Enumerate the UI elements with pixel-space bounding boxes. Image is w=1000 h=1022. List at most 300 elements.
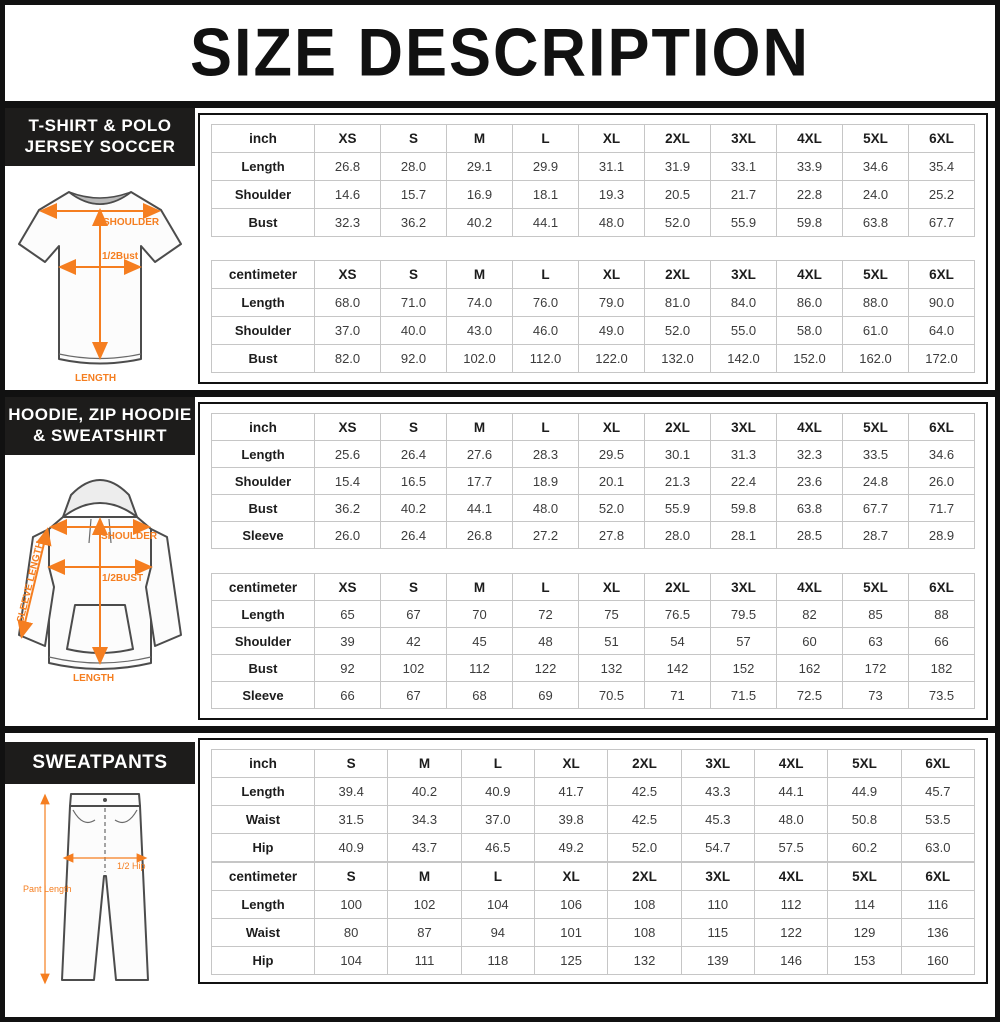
section-hoodie bbox=[5, 390, 995, 726]
measurement-value: 23.6 bbox=[777, 468, 843, 495]
hoodie-table-panel bbox=[198, 402, 988, 720]
measurement-label: Length bbox=[212, 891, 315, 919]
measurement-value: 88 bbox=[909, 601, 975, 628]
measurement-value: 70.5 bbox=[579, 682, 645, 709]
measurement-value: 20.5 bbox=[645, 181, 711, 209]
measurement-value: 102.0 bbox=[447, 345, 513, 373]
measurement-value: 63.0 bbox=[901, 834, 974, 862]
measurement-value: 139 bbox=[681, 947, 754, 975]
size-header-row bbox=[212, 574, 975, 601]
size-col-header: 5XL bbox=[828, 750, 901, 778]
measurement-value: 34.6 bbox=[909, 441, 975, 468]
measurement-value: 25.2 bbox=[909, 181, 975, 209]
measurement-label: Shoulder bbox=[212, 468, 315, 495]
size-col-header: S bbox=[315, 750, 388, 778]
measurement-value: 32.3 bbox=[777, 441, 843, 468]
size-col-header: XL bbox=[579, 125, 645, 153]
measurement-value: 42.5 bbox=[608, 806, 681, 834]
size-col-header: 4XL bbox=[777, 125, 843, 153]
measurement-value: 118 bbox=[461, 947, 534, 975]
measurement-value: 44.1 bbox=[513, 209, 579, 237]
size-col-header: 5XL bbox=[843, 414, 909, 441]
hoodie-label-line2: & SWEATSHIRT bbox=[32, 426, 168, 446]
measurement-value: 64.0 bbox=[909, 317, 975, 345]
measurement-value: 44.1 bbox=[754, 778, 827, 806]
measurement-row bbox=[212, 153, 975, 181]
measurement-value: 122 bbox=[513, 655, 579, 682]
measurement-value: 80 bbox=[315, 919, 388, 947]
measurement-value: 27.2 bbox=[513, 522, 579, 549]
measurement-value: 33.5 bbox=[843, 441, 909, 468]
size-col-header: 4XL bbox=[777, 414, 843, 441]
size-col-header: L bbox=[461, 750, 534, 778]
sweatpants-section-label bbox=[5, 742, 195, 784]
measurement-value: 84.0 bbox=[711, 289, 777, 317]
measurement-value: 34.6 bbox=[843, 153, 909, 181]
size-header-row bbox=[212, 125, 975, 153]
size-col-header: XS bbox=[315, 125, 381, 153]
size-col-header: 2XL bbox=[645, 261, 711, 289]
size-col-header: 2XL bbox=[645, 125, 711, 153]
measurement-value: 71.5 bbox=[711, 682, 777, 709]
hoodie-section-label bbox=[5, 397, 195, 455]
section-sweatpants bbox=[5, 726, 995, 990]
measurement-label: Hip bbox=[212, 947, 315, 975]
measurement-value: 34.3 bbox=[388, 806, 461, 834]
measurement-value: 44.1 bbox=[447, 495, 513, 522]
size-col-header: 3XL bbox=[711, 574, 777, 601]
measurement-value: 75 bbox=[579, 601, 645, 628]
measurement-value: 94 bbox=[461, 919, 534, 947]
unit-cell: inch bbox=[212, 750, 315, 778]
size-header-row bbox=[212, 261, 975, 289]
measurement-value: 70 bbox=[447, 601, 513, 628]
measurement-value: 114 bbox=[828, 891, 901, 919]
measurement-value: 18.9 bbox=[513, 468, 579, 495]
measurement-value: 90.0 bbox=[909, 289, 975, 317]
measurement-row bbox=[212, 601, 975, 628]
measurement-value: 65 bbox=[315, 601, 381, 628]
hoodie-panel-wrap bbox=[195, 397, 995, 726]
bust-annotation: 1/2Bust bbox=[102, 250, 139, 262]
measurement-row bbox=[212, 441, 975, 468]
measurement-value: 48.0 bbox=[579, 209, 645, 237]
size-col-header: S bbox=[315, 863, 388, 891]
size-col-header: 2XL bbox=[645, 414, 711, 441]
measurement-value: 26.8 bbox=[315, 153, 381, 181]
measurement-value: 28.5 bbox=[777, 522, 843, 549]
measurement-value: 116 bbox=[901, 891, 974, 919]
size-col-header: S bbox=[381, 261, 447, 289]
measurement-value: 29.9 bbox=[513, 153, 579, 181]
measurement-value: 74.0 bbox=[447, 289, 513, 317]
size-col-header: 4XL bbox=[754, 750, 827, 778]
tshirt-inch-table bbox=[211, 124, 975, 237]
tshirt-illustration bbox=[5, 166, 195, 391]
measurement-value: 52.0 bbox=[579, 495, 645, 522]
tshirt-sidebar bbox=[5, 108, 195, 390]
size-col-header: XS bbox=[315, 261, 381, 289]
measurement-row bbox=[212, 778, 975, 806]
measurement-value: 67 bbox=[381, 682, 447, 709]
measurement-value: 162.0 bbox=[843, 345, 909, 373]
measurement-value: 50.8 bbox=[828, 806, 901, 834]
hoodie-inch-table bbox=[211, 413, 975, 549]
measurement-value: 162 bbox=[777, 655, 843, 682]
measurement-value: 27.6 bbox=[447, 441, 513, 468]
measurement-label: Bust bbox=[212, 345, 315, 373]
measurement-value: 59.8 bbox=[711, 495, 777, 522]
measurement-value: 46.0 bbox=[513, 317, 579, 345]
measurement-value: 39.4 bbox=[315, 778, 388, 806]
measurement-value: 112.0 bbox=[513, 345, 579, 373]
measurement-value: 51 bbox=[579, 628, 645, 655]
measurement-row bbox=[212, 628, 975, 655]
size-col-header: 6XL bbox=[909, 414, 975, 441]
measurement-label: Length bbox=[212, 289, 315, 317]
measurement-value: 48.0 bbox=[513, 495, 579, 522]
measurement-value: 22.8 bbox=[777, 181, 843, 209]
measurement-value: 31.1 bbox=[579, 153, 645, 181]
measurement-value: 52.0 bbox=[608, 834, 681, 862]
measurement-value: 21.7 bbox=[711, 181, 777, 209]
measurement-label: Hip bbox=[212, 834, 315, 862]
measurement-value: 152 bbox=[711, 655, 777, 682]
measurement-row bbox=[212, 919, 975, 947]
sweatpants-sidebar bbox=[5, 733, 195, 990]
measurement-value: 45 bbox=[447, 628, 513, 655]
measurement-value: 104 bbox=[315, 947, 388, 975]
measurement-row bbox=[212, 181, 975, 209]
measurement-value: 31.9 bbox=[645, 153, 711, 181]
measurement-value: 29.1 bbox=[447, 153, 513, 181]
measurement-value: 20.1 bbox=[579, 468, 645, 495]
measurement-row bbox=[212, 806, 975, 834]
measurement-value: 79.0 bbox=[579, 289, 645, 317]
measurement-value: 76.0 bbox=[513, 289, 579, 317]
measurement-row bbox=[212, 682, 975, 709]
size-col-header: 6XL bbox=[909, 125, 975, 153]
measurement-value: 53.5 bbox=[901, 806, 974, 834]
size-col-header: 5XL bbox=[843, 125, 909, 153]
measurement-value: 19.3 bbox=[579, 181, 645, 209]
measurement-value: 46.5 bbox=[461, 834, 534, 862]
size-col-header: 4XL bbox=[754, 863, 827, 891]
measurement-row bbox=[212, 209, 975, 237]
measurement-value: 92.0 bbox=[381, 345, 447, 373]
measurement-value: 67.7 bbox=[909, 209, 975, 237]
pant-length-annotation: Pant Length bbox=[23, 883, 72, 894]
hoodie-hood bbox=[63, 480, 137, 517]
measurement-value: 182 bbox=[909, 655, 975, 682]
measurement-value: 73 bbox=[843, 682, 909, 709]
size-col-header: 3XL bbox=[681, 750, 754, 778]
measurement-value: 129 bbox=[828, 919, 901, 947]
measurement-value: 79.5 bbox=[711, 601, 777, 628]
measurement-label: Bust bbox=[212, 209, 315, 237]
measurement-value: 108 bbox=[608, 891, 681, 919]
measurement-value: 82 bbox=[777, 601, 843, 628]
measurement-value: 122.0 bbox=[579, 345, 645, 373]
measurement-value: 60 bbox=[777, 628, 843, 655]
size-col-header: M bbox=[388, 863, 461, 891]
unit-cell: inch bbox=[212, 125, 315, 153]
measurement-value: 73.5 bbox=[909, 682, 975, 709]
measurement-value: 40.0 bbox=[381, 317, 447, 345]
measurement-value: 29.5 bbox=[579, 441, 645, 468]
sweatpants-inch-table bbox=[211, 749, 975, 862]
measurement-value: 40.9 bbox=[315, 834, 388, 862]
measurement-value: 136 bbox=[901, 919, 974, 947]
size-col-header: 3XL bbox=[681, 863, 754, 891]
measurement-value: 68 bbox=[447, 682, 513, 709]
measurement-label: Bust bbox=[212, 495, 315, 522]
shoulder-annotation: SHOULDER bbox=[103, 216, 160, 228]
measurement-value: 30.1 bbox=[645, 441, 711, 468]
measurement-value: 142 bbox=[645, 655, 711, 682]
size-col-header: 2XL bbox=[608, 863, 681, 891]
measurement-value: 92 bbox=[315, 655, 381, 682]
size-col-header: 3XL bbox=[711, 125, 777, 153]
unit-cell: inch bbox=[212, 414, 315, 441]
measurement-value: 132 bbox=[579, 655, 645, 682]
measurement-value: 55.0 bbox=[711, 317, 777, 345]
hoodie-sidebar bbox=[5, 397, 195, 726]
measurement-value: 31.3 bbox=[711, 441, 777, 468]
measurement-row bbox=[212, 891, 975, 919]
page-title: SIZE DESCRIPTION bbox=[189, 15, 811, 91]
measurement-value: 17.7 bbox=[447, 468, 513, 495]
size-col-header: 5XL bbox=[843, 574, 909, 601]
measurement-value: 63 bbox=[843, 628, 909, 655]
measurement-label: Length bbox=[212, 441, 315, 468]
measurement-label: Sleeve bbox=[212, 682, 315, 709]
measurement-value: 36.2 bbox=[381, 209, 447, 237]
size-col-header: M bbox=[447, 261, 513, 289]
hoodie-illustration bbox=[5, 455, 195, 707]
size-col-header: 6XL bbox=[909, 261, 975, 289]
measurement-value: 21.3 bbox=[645, 468, 711, 495]
measurement-value: 76.5 bbox=[645, 601, 711, 628]
measurement-value: 24.8 bbox=[843, 468, 909, 495]
size-col-header: 6XL bbox=[901, 750, 974, 778]
size-col-header: 5XL bbox=[843, 261, 909, 289]
measurement-value: 87 bbox=[388, 919, 461, 947]
title-block bbox=[5, 5, 995, 108]
size-col-header: XL bbox=[534, 750, 607, 778]
measurement-value: 152.0 bbox=[777, 345, 843, 373]
measurement-row bbox=[212, 522, 975, 549]
measurement-value: 112 bbox=[754, 891, 827, 919]
measurement-value: 33.9 bbox=[777, 153, 843, 181]
measurement-label: Length bbox=[212, 153, 315, 181]
size-col-header: XS bbox=[315, 414, 381, 441]
measurement-value: 55.9 bbox=[645, 495, 711, 522]
hoodie-bust-annotation: 1/2BUST bbox=[102, 572, 144, 584]
measurement-value: 24.0 bbox=[843, 181, 909, 209]
size-col-header: L bbox=[461, 863, 534, 891]
measurement-value: 40.9 bbox=[461, 778, 534, 806]
measurement-row bbox=[212, 495, 975, 522]
tshirt-figure bbox=[5, 166, 195, 391]
measurement-value: 69 bbox=[513, 682, 579, 709]
measurement-label: Length bbox=[212, 778, 315, 806]
measurement-label: Length bbox=[212, 601, 315, 628]
hoodie-label-line1: HOODIE, ZIP HOODIE bbox=[8, 405, 192, 424]
measurement-value: 28.9 bbox=[909, 522, 975, 549]
measurement-value: 57 bbox=[711, 628, 777, 655]
size-col-header: 4XL bbox=[777, 261, 843, 289]
length-annotation: LENGTH bbox=[75, 372, 117, 384]
size-col-header: 6XL bbox=[901, 863, 974, 891]
measurement-value: 58.0 bbox=[777, 317, 843, 345]
measurement-value: 25.6 bbox=[315, 441, 381, 468]
measurement-value: 111 bbox=[388, 947, 461, 975]
measurement-value: 45.7 bbox=[901, 778, 974, 806]
measurement-value: 132.0 bbox=[645, 345, 711, 373]
measurement-value: 52.0 bbox=[645, 209, 711, 237]
sweatpants-table-panel bbox=[198, 738, 988, 984]
measurement-value: 36.2 bbox=[315, 495, 381, 522]
measurement-value: 142.0 bbox=[711, 345, 777, 373]
measurement-value: 39 bbox=[315, 628, 381, 655]
measurement-value: 15.4 bbox=[315, 468, 381, 495]
size-header-row bbox=[212, 863, 975, 891]
tshirt-cm-table bbox=[211, 260, 975, 373]
hip-annotation: 1/2 Hip bbox=[117, 860, 146, 871]
measurement-value: 153 bbox=[828, 947, 901, 975]
measurement-value: 60.2 bbox=[828, 834, 901, 862]
hoodie-cm-table bbox=[211, 573, 975, 709]
measurement-value: 54 bbox=[645, 628, 711, 655]
measurement-value: 160 bbox=[901, 947, 974, 975]
size-col-header: M bbox=[388, 750, 461, 778]
size-col-header: L bbox=[513, 574, 579, 601]
size-col-header: XL bbox=[534, 863, 607, 891]
measurement-value: 125 bbox=[534, 947, 607, 975]
measurement-value: 112 bbox=[447, 655, 513, 682]
measurement-value: 40.2 bbox=[447, 209, 513, 237]
measurement-value: 49.2 bbox=[534, 834, 607, 862]
measurement-label: Waist bbox=[212, 806, 315, 834]
measurement-value: 72 bbox=[513, 601, 579, 628]
measurement-value: 71 bbox=[645, 682, 711, 709]
measurement-value: 43.0 bbox=[447, 317, 513, 345]
measurement-value: 122 bbox=[754, 919, 827, 947]
measurement-row bbox=[212, 289, 975, 317]
size-col-header: 3XL bbox=[711, 261, 777, 289]
size-col-header: L bbox=[513, 414, 579, 441]
measurement-value: 15.7 bbox=[381, 181, 447, 209]
measurement-row bbox=[212, 655, 975, 682]
measurement-value: 68.0 bbox=[315, 289, 381, 317]
measurement-value: 146 bbox=[754, 947, 827, 975]
tshirt-panel-wrap bbox=[195, 108, 995, 390]
size-col-header: 6XL bbox=[909, 574, 975, 601]
measurement-value: 104 bbox=[461, 891, 534, 919]
measurement-label: Sleeve bbox=[212, 522, 315, 549]
measurement-value: 28.3 bbox=[513, 441, 579, 468]
tshirt-label-line2: JERSEY SOCCER bbox=[24, 137, 176, 157]
measurement-row bbox=[212, 345, 975, 373]
sweatpants-figure bbox=[5, 784, 195, 989]
measurement-value: 59.8 bbox=[777, 209, 843, 237]
measurement-value: 108 bbox=[608, 919, 681, 947]
size-col-header: XL bbox=[579, 414, 645, 441]
measurement-value: 82.0 bbox=[315, 345, 381, 373]
size-col-header: 2XL bbox=[608, 750, 681, 778]
size-col-header: 4XL bbox=[777, 574, 843, 601]
measurement-value: 67 bbox=[381, 601, 447, 628]
measurement-label: Shoulder bbox=[212, 181, 315, 209]
measurement-value: 132 bbox=[608, 947, 681, 975]
measurement-value: 106 bbox=[534, 891, 607, 919]
size-col-header: S bbox=[381, 125, 447, 153]
measurement-value: 37.0 bbox=[315, 317, 381, 345]
measurement-label: Bust bbox=[212, 655, 315, 682]
measurement-value: 43.3 bbox=[681, 778, 754, 806]
unit-cell: centimeter bbox=[212, 261, 315, 289]
measurement-value: 28.7 bbox=[843, 522, 909, 549]
measurement-value: 35.4 bbox=[909, 153, 975, 181]
measurement-value: 67.7 bbox=[843, 495, 909, 522]
measurement-value: 54.7 bbox=[681, 834, 754, 862]
measurement-value: 88.0 bbox=[843, 289, 909, 317]
measurement-value: 14.6 bbox=[315, 181, 381, 209]
measurement-value: 48 bbox=[513, 628, 579, 655]
unit-cell: centimeter bbox=[212, 574, 315, 601]
measurement-value: 39.8 bbox=[534, 806, 607, 834]
measurement-value: 71.7 bbox=[909, 495, 975, 522]
measurement-value: 26.0 bbox=[315, 522, 381, 549]
tshirt-table-panel bbox=[198, 113, 988, 384]
measurement-value: 42 bbox=[381, 628, 447, 655]
size-col-header: XS bbox=[315, 574, 381, 601]
measurement-value: 48.0 bbox=[754, 806, 827, 834]
measurement-value: 86.0 bbox=[777, 289, 843, 317]
measurement-row bbox=[212, 317, 975, 345]
measurement-value: 33.1 bbox=[711, 153, 777, 181]
measurement-row bbox=[212, 947, 975, 975]
measurement-value: 40.2 bbox=[381, 495, 447, 522]
measurement-value: 57.5 bbox=[754, 834, 827, 862]
size-col-header: XL bbox=[579, 574, 645, 601]
measurement-value: 71.0 bbox=[381, 289, 447, 317]
measurement-value: 85 bbox=[843, 601, 909, 628]
measurement-value: 22.4 bbox=[711, 468, 777, 495]
measurement-value: 72.5 bbox=[777, 682, 843, 709]
size-col-header: L bbox=[513, 125, 579, 153]
unit-cell: centimeter bbox=[212, 863, 315, 891]
size-col-header: M bbox=[447, 125, 513, 153]
hoodie-sleeve-annotation: SLEEVE LENGTH bbox=[15, 539, 47, 624]
measurement-value: 26.4 bbox=[381, 522, 447, 549]
tshirt-label-line1: T-SHIRT & POLO bbox=[28, 116, 172, 135]
hoodie-figure bbox=[5, 455, 195, 707]
measurement-value: 100 bbox=[315, 891, 388, 919]
measurement-value: 37.0 bbox=[461, 806, 534, 834]
sweatpants-illustration bbox=[5, 784, 195, 989]
measurement-value: 28.0 bbox=[381, 153, 447, 181]
measurement-value: 45.3 bbox=[681, 806, 754, 834]
measurement-value: 42.5 bbox=[608, 778, 681, 806]
measurement-value: 52.0 bbox=[645, 317, 711, 345]
measurement-value: 26.8 bbox=[447, 522, 513, 549]
measurement-value: 18.1 bbox=[513, 181, 579, 209]
measurement-value: 32.3 bbox=[315, 209, 381, 237]
size-col-header: M bbox=[447, 574, 513, 601]
hoodie-length-annotation: LENGTH bbox=[73, 672, 115, 684]
